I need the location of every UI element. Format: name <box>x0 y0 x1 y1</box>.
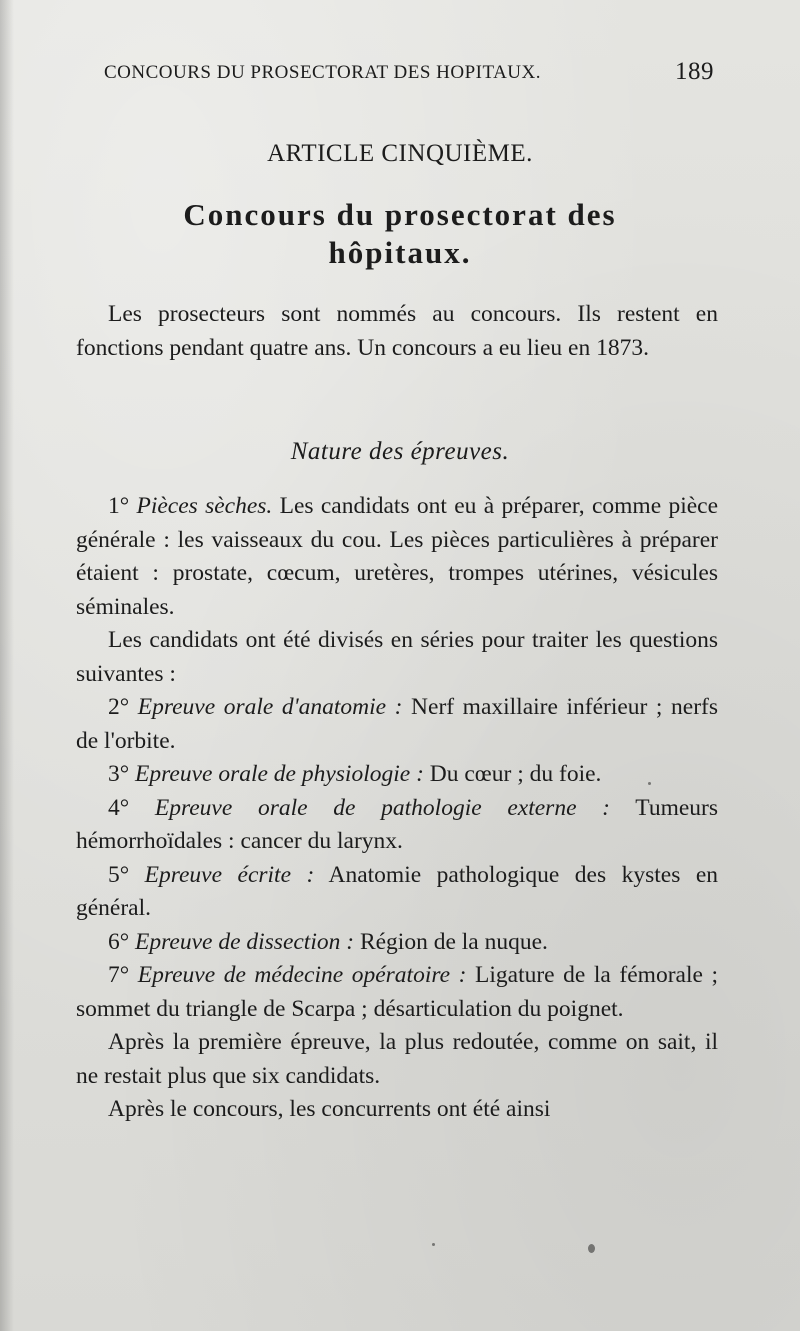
item-label: Epreuve de dissection : <box>135 928 355 955</box>
article-title: ARTICLE CINQUIÈME. <box>267 140 533 167</box>
item-text: Les candidats ont été divisés en séries pour traiter les questions suivantes : <box>76 627 718 687</box>
subheading: Nature des épreuves. <box>290 438 510 465</box>
item-number: 2° <box>108 694 130 720</box>
page-number: 189 <box>675 58 714 85</box>
running-head <box>104 58 714 92</box>
ink-speck <box>588 1244 595 1253</box>
ink-speck <box>432 1243 435 1246</box>
item-paragraph <box>76 859 718 926</box>
item-number: 1° <box>108 493 130 519</box>
item-label: Epreuve orale d'anatomie : <box>137 694 403 720</box>
item-text: Nerf maxillaire inférieur ; nerfs de l'orbite. <box>76 694 719 754</box>
item-paragraph <box>76 926 718 960</box>
item-text: Ligature de la fémorale ; sommet du triangle de Scarpa ; désarticulation du poignet. <box>76 962 719 1022</box>
items-block <box>76 490 718 1127</box>
item-text: Du cœur ; du foie. <box>429 761 602 787</box>
intro-block <box>76 298 718 365</box>
item-text: Après la première épreuve, la plus redoutée, comme on sait, il ne restait plus que six candidats. <box>76 1029 718 1089</box>
item-label: Epreuve orale de pathologie externe : <box>154 794 611 821</box>
item-paragraph <box>76 1026 718 1093</box>
ink-speck <box>648 782 651 785</box>
item-number: 7° <box>108 962 130 988</box>
item-text: Région de la nuque. <box>359 928 548 955</box>
item-number: 5° <box>108 861 130 888</box>
item-paragraph <box>76 490 718 624</box>
item-number: 4° <box>108 794 130 821</box>
section-title <box>100 196 700 272</box>
item-label: Epreuve de médecine opératoire : <box>137 962 467 988</box>
item-label: Epreuve écrite : <box>144 861 315 888</box>
running-head-title: CONCOURS DU PROSECTORAT DES HOPITAUX. <box>104 62 541 83</box>
item-label: Pièces sèches. <box>136 493 273 519</box>
item-text: Tumeurs hémorrhoïdales : cancer du larynx. <box>76 794 719 854</box>
item-paragraph <box>76 959 718 1026</box>
item-paragraph <box>76 1093 718 1127</box>
item-label: Epreuve orale de physiologie : <box>135 761 424 787</box>
item-number: 6° <box>108 928 130 955</box>
section-title-line-1: Concours du prosectorat des <box>183 197 617 232</box>
item-text: Les candidats ont eu à préparer, comme pièce générale : les vaisseaux du cou. Les pièces particulières à préparer étaient : prostate, cœcum, uretères, trompes utérines, vésicules séminales. <box>76 493 719 620</box>
intro-paragraph: Les prosecteurs sont nommés au concours. Ils restent en fonctions pendant quatre ans. Un concours a eu lieu en 1873. <box>76 301 718 361</box>
page-edge-shadow <box>0 0 14 1331</box>
item-paragraph <box>76 691 718 758</box>
item-number: 3° <box>108 761 130 787</box>
item-text: Après le concours, les concurrents ont été ainsi <box>108 1096 551 1122</box>
item-paragraph <box>76 624 718 691</box>
section-title-line-2: hôpitaux. <box>328 235 472 270</box>
item-paragraph <box>76 792 718 859</box>
item-text: Anatomie pathologique des kystes en général. <box>76 861 718 921</box>
item-paragraph <box>76 758 718 792</box>
